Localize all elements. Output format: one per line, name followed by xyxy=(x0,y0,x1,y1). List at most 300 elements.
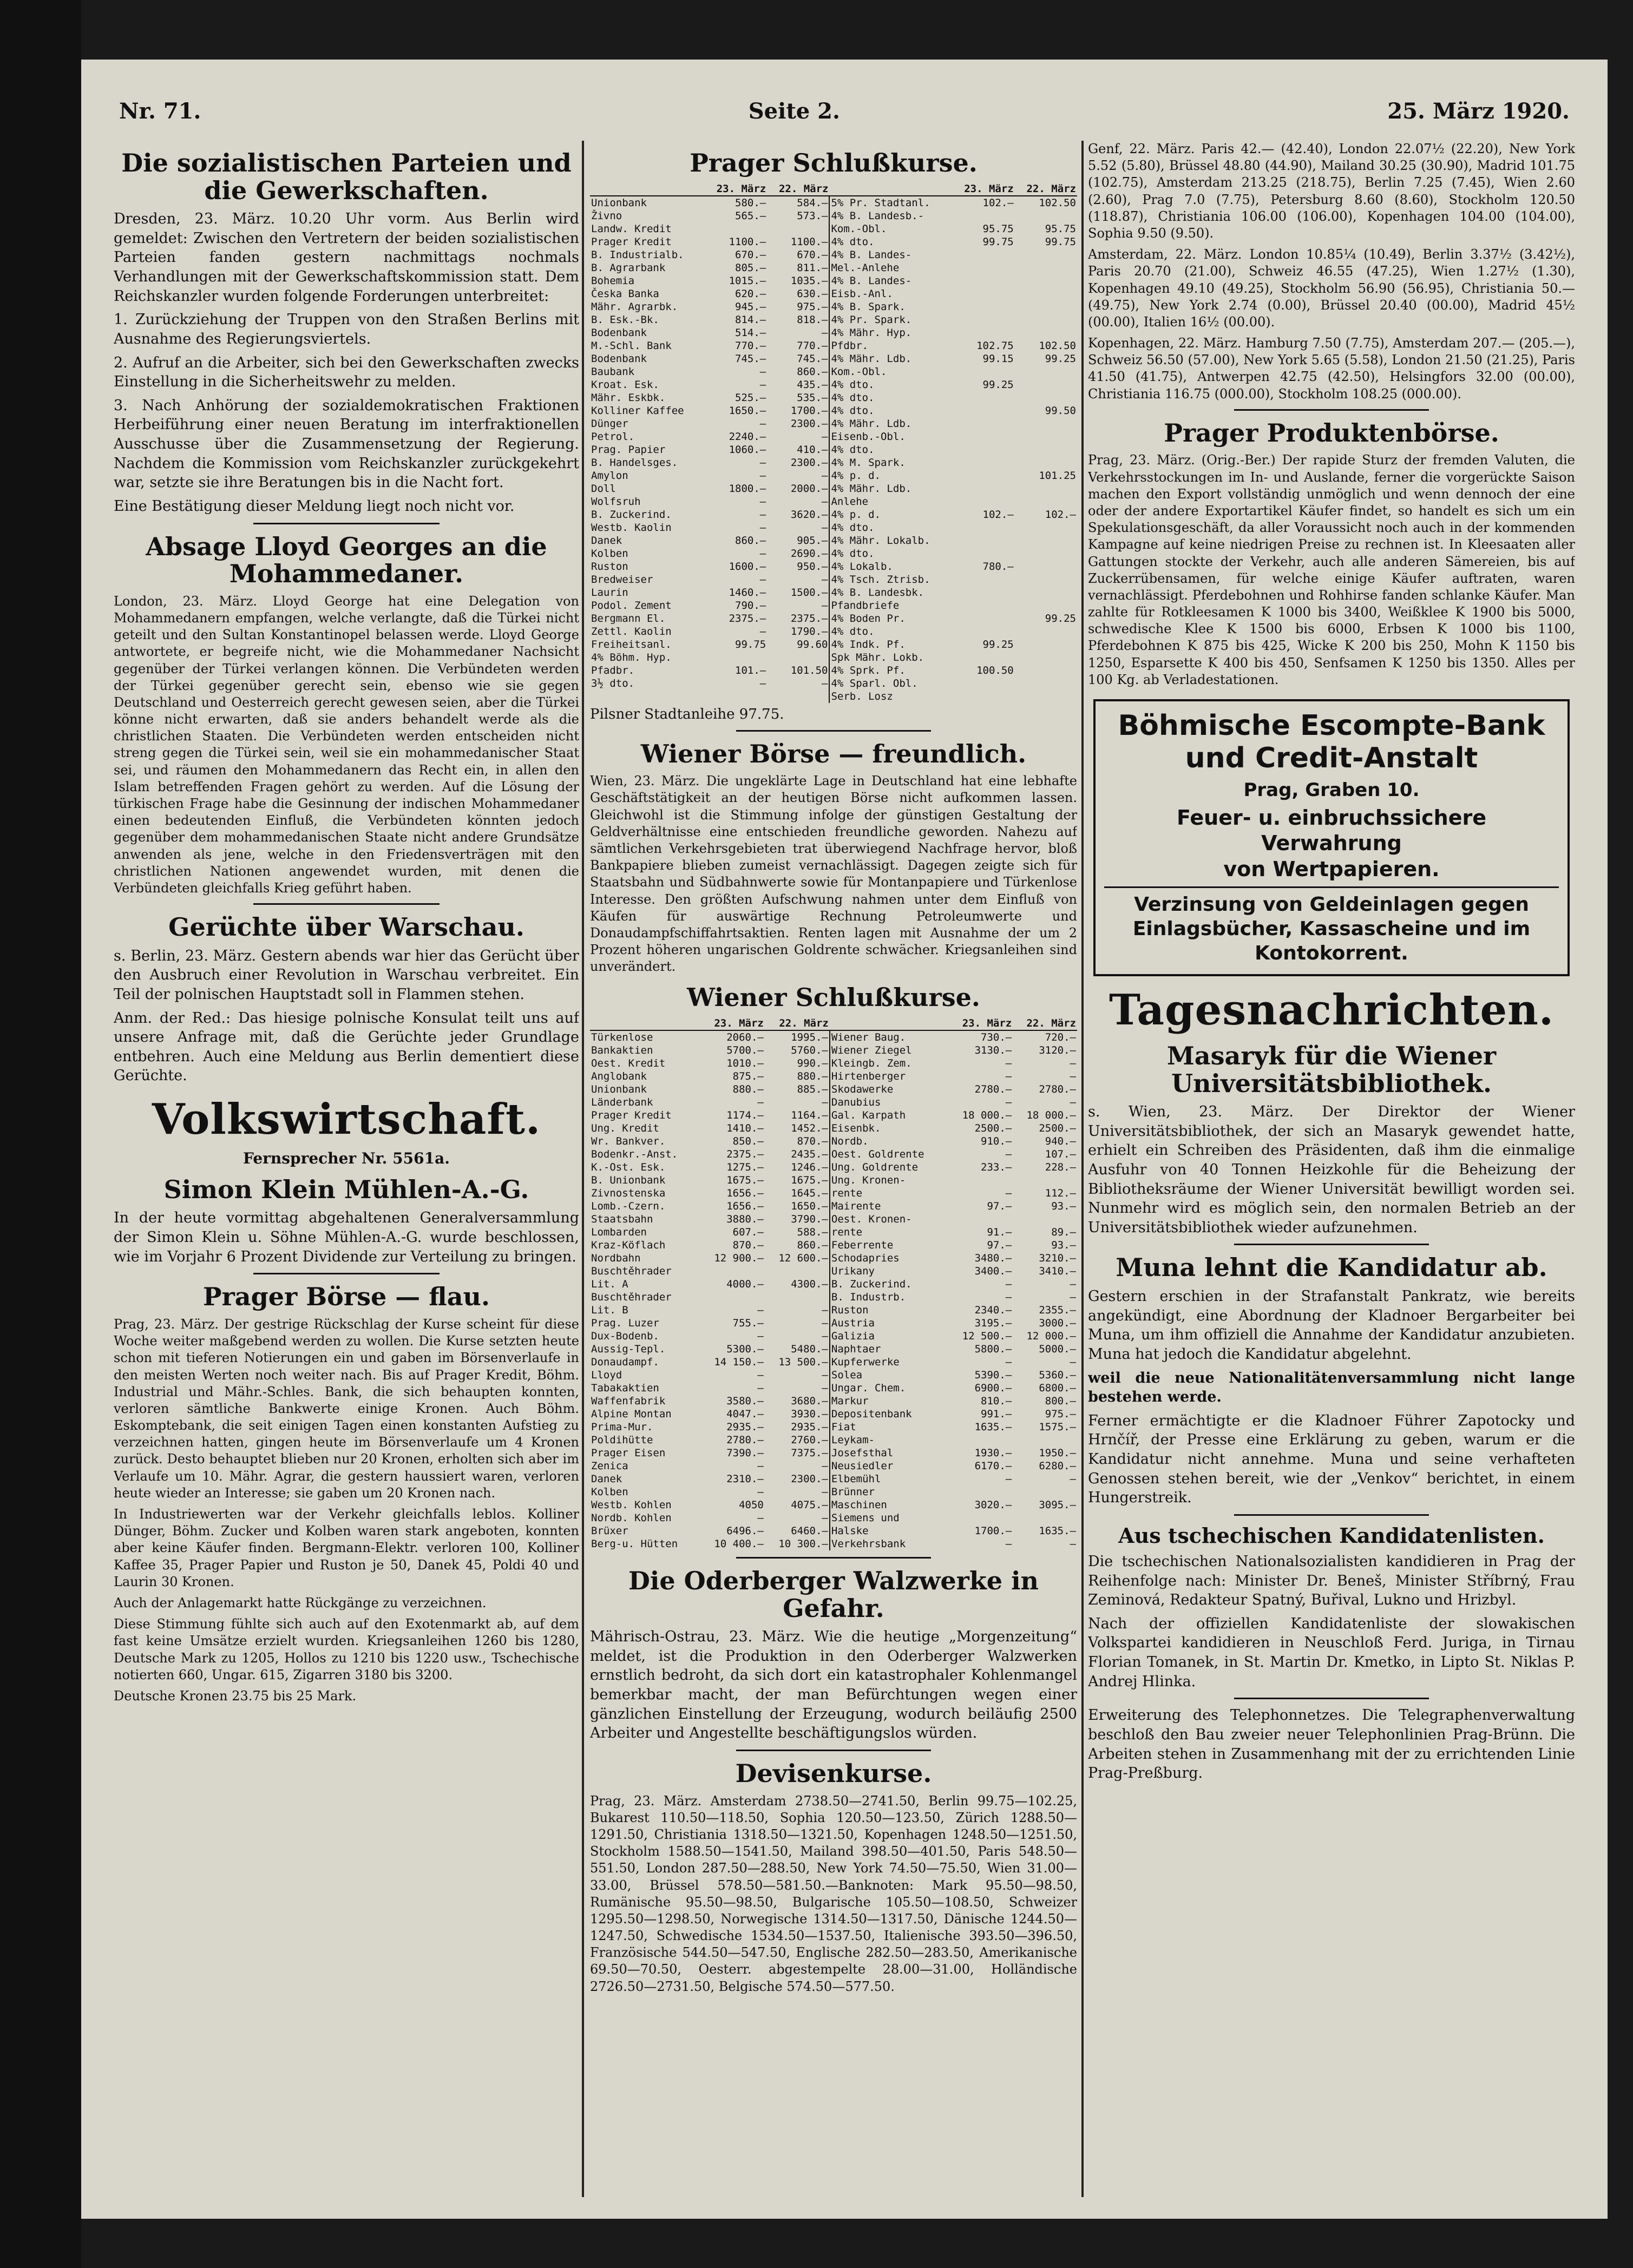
table-cell: 1950.— xyxy=(1039,1447,1076,1460)
table-cell: B. Handelsges. xyxy=(591,456,678,469)
table-cell: Oest. Kredit xyxy=(591,1057,666,1070)
table-row xyxy=(590,274,1077,287)
table-cell: 1100.— xyxy=(790,235,828,248)
table-cell: 1930.— xyxy=(974,1447,1012,1460)
table-cell: — xyxy=(759,495,766,508)
table-cell xyxy=(705,222,767,235)
table-cell: 3210.— xyxy=(1039,1252,1076,1265)
article-paragraph: Genf, 22. März. Paris 42.— (42.40), London 22.07½ (22.20), New York 5.52 (5.80), Brüssel 48.80 (44.90), Mailand 30.25 (30.90), Madrid 101.75 (102.75), Amsterdam 213.25 (218.75), Berlin 7.25 (7.45), Wien 2.60 (2.60), Prag 7.0 (7.75), Petersburg 8.60 (8.60), Stockholm 120.50 (118.87), Christiania 106.00 (106.00), Kopenhagen 104.00 (104.00), Sophia 9.50 (9.50). xyxy=(1088,141,1575,241)
article-paragraph: Auch der Anlagemarkt hatte Rückgänge zu verzeichnen. xyxy=(114,1595,487,1610)
table-cell: Ung. Kredit xyxy=(591,1122,659,1135)
table-cell: Česka Banka xyxy=(591,287,659,300)
table-cell: Urikany xyxy=(830,1265,949,1278)
table-row xyxy=(590,1070,1077,1083)
table-cell: 2780.— xyxy=(974,1083,1012,1096)
table-cell: 2760.— xyxy=(791,1434,828,1447)
column-separator xyxy=(582,141,584,2197)
table-cell: 10 300.— xyxy=(778,1538,828,1550)
table-cell xyxy=(952,417,1014,430)
table-cell: — xyxy=(822,1460,828,1472)
table-cell xyxy=(952,261,1014,274)
table-row xyxy=(590,638,1077,651)
table-cell: Dux-Bodenb. xyxy=(591,1330,659,1343)
article-title: Simon Klein Mühlen-A.-G. xyxy=(163,1174,529,1204)
table-cell: 885.— xyxy=(797,1083,828,1096)
table-cell: — xyxy=(1005,1187,1012,1200)
table-cell: — xyxy=(759,365,766,378)
table-cell: 4% B. Landesb.- xyxy=(829,209,952,222)
table-row xyxy=(590,1421,1077,1434)
table-cell: 770.— xyxy=(735,339,766,352)
table-cell: B. Esk.-Bk. xyxy=(591,313,659,326)
table-cell: 880.— xyxy=(732,1083,764,1096)
table-cell: Westb. Kohlen xyxy=(591,1499,672,1511)
table-row xyxy=(590,339,1077,352)
table-cell: 4% dto. xyxy=(829,404,952,417)
table-cell: Waffenfabrik xyxy=(591,1395,666,1408)
table-row xyxy=(590,365,1077,378)
table-cell: Kolben xyxy=(591,547,628,560)
table-cell: 755.— xyxy=(732,1317,764,1330)
table-cell: 814.— xyxy=(735,313,766,326)
table-cell xyxy=(952,300,1014,313)
table-row xyxy=(590,1044,1077,1057)
divider xyxy=(253,523,440,524)
table-cell: Lit. A xyxy=(591,1278,628,1291)
table-cell xyxy=(1015,287,1077,300)
article-title: Prager Produktenbörse. xyxy=(1164,418,1499,448)
table-cell: M.-Schl. Bank xyxy=(591,339,672,352)
table-row xyxy=(590,1122,1077,1135)
table-cell: 3020.— xyxy=(974,1499,1012,1511)
table-row xyxy=(590,1030,1077,1044)
ad-address: Prag, Graben 10. xyxy=(1243,779,1420,801)
table-row xyxy=(590,1460,1077,1472)
table-cell xyxy=(952,482,1014,495)
table-cell: 112.— xyxy=(1045,1187,1076,1200)
table-cell xyxy=(1015,690,1077,703)
table-cell: 870.— xyxy=(797,1135,828,1148)
table-header-cell: 22. März xyxy=(767,182,829,196)
table-cell xyxy=(952,326,1014,339)
table-row xyxy=(590,1148,1077,1161)
vienna-quotes-table xyxy=(590,1017,1077,1550)
table-cell: Mel.-Anlehe xyxy=(829,261,952,274)
table-row xyxy=(590,1382,1077,1395)
table-cell: 3580.— xyxy=(726,1395,764,1408)
table-cell: Austria xyxy=(830,1317,949,1330)
table-cell: 975.— xyxy=(1045,1408,1076,1421)
table-row xyxy=(590,1369,1077,1382)
table-title: Wiener Schlußkurse. xyxy=(687,983,980,1013)
table-row xyxy=(590,573,1077,586)
table-header-cell: 22. März xyxy=(1015,182,1077,196)
table-cell: Kolben xyxy=(591,1486,628,1498)
table-cell xyxy=(1015,599,1077,612)
table-cell: Bergmann El. xyxy=(591,612,666,624)
table-row xyxy=(590,430,1077,443)
table-cell: Eisb.-Anl. xyxy=(829,287,952,300)
table-row xyxy=(590,248,1077,261)
table-row xyxy=(590,664,1077,677)
table-cell: Kom.-Obl. xyxy=(829,222,952,235)
table-cell: Laurin xyxy=(591,586,628,599)
table-cell xyxy=(1015,534,1077,547)
table-cell xyxy=(1015,430,1077,443)
table-row xyxy=(590,1498,1077,1511)
table-row xyxy=(590,378,1077,391)
article-title: Wiener Börse — freundlich. xyxy=(640,739,1027,768)
table-cell: 860.— xyxy=(797,365,828,378)
table-row xyxy=(590,1252,1077,1265)
table-cell: 5480.— xyxy=(791,1343,828,1356)
table-row xyxy=(590,547,1077,560)
table-cell: — xyxy=(1005,1096,1012,1109)
table-cell xyxy=(1013,1511,1077,1524)
table-cell: 1035.— xyxy=(790,274,828,287)
table-cell: — xyxy=(822,1096,828,1109)
table-row xyxy=(590,1109,1077,1122)
ad-interest: Verzinsung von Geldeinlagen gegen Einlagsbücher, Kassascheine und im Kontokorrent. xyxy=(1104,886,1559,965)
table-cell: 102.— xyxy=(982,196,1014,209)
table-header-cell: 23. März xyxy=(952,182,1014,196)
table-cell xyxy=(952,586,1014,599)
table-cell: — xyxy=(1070,1278,1076,1291)
table-cell: 1700.— xyxy=(974,1525,1012,1537)
table-row xyxy=(590,1447,1077,1460)
table-cell: B. Industrb. xyxy=(830,1291,949,1304)
table-cell: 95.75 xyxy=(1045,222,1076,235)
table-row xyxy=(590,1408,1077,1421)
table-row xyxy=(590,469,1077,482)
table-cell: 2300.— xyxy=(790,417,828,430)
table-cell: 1164.— xyxy=(791,1109,828,1122)
table-cell: 10 400.— xyxy=(714,1538,764,1550)
table-cell xyxy=(952,534,1014,547)
table-cell: 4% dto. xyxy=(829,391,952,404)
table-row xyxy=(590,1278,1077,1291)
prague-quotes-table xyxy=(590,182,1077,703)
table-cell: Bredweiser xyxy=(591,573,653,586)
table-cell: — xyxy=(1005,1291,1012,1304)
table-cell: 1700.— xyxy=(790,404,828,417)
table-cell: Halske xyxy=(830,1524,949,1537)
table-cell xyxy=(952,274,1014,287)
table-row xyxy=(590,209,1077,222)
table-cell xyxy=(1015,443,1077,456)
table-cell: 3680.— xyxy=(791,1395,828,1408)
table-cell xyxy=(952,430,1014,443)
table-cell: — xyxy=(1070,1538,1076,1550)
table-cell: 1656.— xyxy=(726,1200,764,1213)
table-cell: 2375.— xyxy=(729,612,766,624)
table-cell: 2000.— xyxy=(790,482,828,495)
table-row xyxy=(590,1537,1077,1550)
table-cell: — xyxy=(822,1486,828,1498)
table-cell: Ung. Goldrente xyxy=(830,1161,949,1174)
table-cell: 565.— xyxy=(735,209,766,222)
table-cell: Feberrente xyxy=(830,1239,949,1252)
table-cell: Wolfsruh xyxy=(591,495,641,508)
bank-advertisement xyxy=(1093,699,1570,976)
table-header-cell xyxy=(829,182,952,196)
table-cell: — xyxy=(822,677,828,689)
table-cell: 745.— xyxy=(797,352,828,365)
table-cell: — xyxy=(1005,1356,1012,1369)
table-cell: 107.— xyxy=(1045,1148,1076,1161)
article-paragraph: Diese Stimmung fühlte sich auch auf den Exotenmarkt ab, auf dem fast keine Umsätze erzielt wurden. Kriegsanleihen 1260 bis 1280, Deutsche Mark zu 1205, Hollos zu 1210 bis 1220 usw., Tschechische notierten 660, Ungar. 615, Zigarren 3180 bis 3200. xyxy=(114,1616,579,1682)
table-cell: Kraz-Köflach xyxy=(591,1239,666,1252)
article-paragraph: Deutsche Kronen 23.75 bis 25 Mark. xyxy=(114,1688,357,1704)
table-cell: 730.— xyxy=(981,1031,1012,1044)
table-cell xyxy=(1015,560,1077,573)
table-row xyxy=(590,1200,1077,1213)
table-cell: 620.— xyxy=(735,287,766,300)
table-cell: 573.— xyxy=(797,209,828,222)
table-cell xyxy=(952,469,1014,482)
table-cell: Zettl. Kaolin xyxy=(591,625,672,637)
table-row xyxy=(590,352,1077,365)
article-title: Masaryk für die Wiener Universitätsbibliothek. xyxy=(1166,1041,1497,1098)
table-cell: 3930.— xyxy=(791,1408,828,1421)
table-cell: — xyxy=(759,625,766,637)
article-paragraph: In der heute vormittag abgehaltenen Generalversammlung der Simon Klein u. Söhne Mühlen-A.-G. wurde beschlossen, wie im Vorjahr 6 Prozent Dividende zur Verteilung zu bringen. xyxy=(114,1209,579,1265)
page-header xyxy=(119,95,1570,127)
table-cell: 670.— xyxy=(735,248,766,261)
table-cell xyxy=(1015,586,1077,599)
issue-number: Nr. 71. xyxy=(119,98,201,124)
table-cell: Unionbank xyxy=(591,196,647,209)
table-cell: 2690.— xyxy=(790,547,828,560)
table-cell: 12 000.— xyxy=(1026,1330,1076,1343)
table-cell: 3120.— xyxy=(1039,1044,1076,1057)
table-cell xyxy=(952,495,1014,508)
table-cell: — xyxy=(822,495,828,508)
table-row xyxy=(590,690,1077,703)
table-cell xyxy=(952,573,1014,586)
table-cell: Buschtěhrader xyxy=(591,1291,672,1304)
article-title: Die sozialistischen Parteien und die Gewerkschaften. xyxy=(121,148,572,205)
table-cell xyxy=(948,1434,1013,1447)
table-cell: Petrol. xyxy=(591,430,635,443)
table-cell: Zivnostenska xyxy=(591,1187,666,1200)
table-cell xyxy=(765,1291,830,1304)
table-cell: 99.50 xyxy=(1045,404,1076,417)
table-cell: 880.— xyxy=(797,1070,828,1083)
table-header-cell: 23. März xyxy=(700,1017,765,1030)
table-row xyxy=(590,1057,1077,1070)
table-cell: 4% B. Landes- xyxy=(829,248,952,261)
table-cell: — xyxy=(759,521,766,534)
table-row xyxy=(590,300,1077,313)
table-cell: Elbemühl xyxy=(830,1472,949,1485)
table-cell: 2375.— xyxy=(790,612,828,624)
table-cell xyxy=(952,287,1014,300)
ad-service-2: von Wertpapieren. xyxy=(1223,857,1440,881)
table-cell: 1600.— xyxy=(729,560,766,573)
table-cell: 2300.— xyxy=(790,456,828,469)
article-paragraph: In Industriewerten war der Verkehr gleichfalls leblos. Kolliner Dünger, Böhm. Zucker und Kolben waren stark angeboten, konnten aber keine Käufer finden. Bergmann-Elektr. verloren 100, Kolliner Kaffee 35, Prager Papier und Ruston je 50, Danek 45, Poldi 40 und Laurin 30 Kronen. xyxy=(114,1507,579,1589)
table-cell: 584.— xyxy=(797,196,828,209)
article-paragraph: Mährisch-Ostrau, 23. März. Wie die heutige „Morgenzeitung“ meldet, ist die Produktion in den Oderberger Walzwerken ernstlich bedroht, da sich dort ein katastrophaler Kohlenmangel bemerkbar macht, der man Befürchtungen wegen einer gänzlichen Einstellung der Erzeugung, wodurch beiläufig 2500 Arbeiter und Angestellte beschäftigungslos würden. xyxy=(590,1628,1077,1742)
column-2 xyxy=(590,141,1077,2197)
divider xyxy=(736,730,931,732)
ad-service: Feuer- u. einbruchssichere Verwahrung xyxy=(1176,805,1487,856)
divider xyxy=(253,903,440,905)
table-cell xyxy=(952,313,1014,326)
article-paragraph: Kopenhagen, 22. März. Hamburg 7.50 (7.75), Amsterdam 207.— (205.—), Schweiz 56.50 (57.00), New York 5.65 (5.58), London 21.50 (21.25), Paris 41.50 (41.75), Antwerpen 42.75 (42.50), Helsingfors 32.00 (00.00), Christiania 116.75 (000.00), Stockholm 108.25 (000.00). xyxy=(1088,336,1575,402)
table-cell: — xyxy=(1005,1278,1012,1291)
table-cell: Lomb.-Czern. xyxy=(591,1200,666,1213)
table-row xyxy=(590,1226,1077,1239)
divider xyxy=(253,1273,440,1274)
table-row xyxy=(590,287,1077,300)
table-cell xyxy=(1015,625,1077,638)
table-cell: Dünger xyxy=(591,417,628,430)
table-cell: 18 000.— xyxy=(1026,1109,1076,1122)
table-cell: 810.— xyxy=(981,1395,1012,1408)
divider xyxy=(1234,1698,1429,1699)
table-cell: 850.— xyxy=(732,1135,764,1148)
table-cell: B. Industrialb. xyxy=(591,248,684,261)
article-title: Prager Börse — flau. xyxy=(202,1282,490,1312)
table-cell: Lombarden xyxy=(591,1226,647,1239)
table-cell: 630.— xyxy=(797,287,828,300)
table-cell: Leykam- xyxy=(830,1434,949,1447)
table-cell: 780.— xyxy=(982,560,1014,573)
table-cell: 2500.— xyxy=(1039,1122,1076,1135)
article-paragraph: s. Wien, 23. März. Der Direktor der Wiener Universitätsbibliothek, der sich an Masaryk gewendet hatte, erhielt ein Schreiben des Präsidenten, daß ihm die einmalige Ausfuhr von 40 Tonnen Heizkohle für die Beheizung der Bibliotheksräume der Wiener Universität bewilligt worden sei. Nunmehr wird es möglich sein, den normalen Betrieb an der Universitätsbibliothek wieder aufzunehmen. xyxy=(1088,1103,1575,1236)
table-row xyxy=(590,560,1077,573)
table-cell: 410.— xyxy=(797,443,828,456)
issue-date: 25. März 1920. xyxy=(1387,98,1570,124)
table-cell xyxy=(1015,274,1077,287)
table-cell: 975.— xyxy=(797,300,828,313)
table-cell: Mähr. Eskbk. xyxy=(591,391,666,404)
table-cell xyxy=(952,690,1014,703)
table-cell: — xyxy=(1005,1070,1012,1083)
table-cell: — xyxy=(1070,1057,1076,1070)
table-row xyxy=(590,521,1077,534)
section-subtitle: Fernsprecher Nr. 5561a. xyxy=(243,1149,450,1167)
table-cell: 91.— xyxy=(987,1226,1012,1239)
table-cell: Doll xyxy=(591,482,616,495)
table-cell: Türkenlose xyxy=(591,1031,653,1044)
table-title: Prager Schlußkurse. xyxy=(690,148,978,178)
divider xyxy=(1234,1244,1429,1245)
table-row xyxy=(590,482,1077,495)
table-cell: Hirtenberger xyxy=(830,1070,949,1083)
table-cell: Eisenb.-Obl. xyxy=(829,430,952,443)
table-cell: — xyxy=(1005,1057,1012,1070)
table-cell: Spk Mähr. Lokb. xyxy=(829,651,952,664)
table-cell: 7390.— xyxy=(726,1447,764,1460)
table-cell: Danubius xyxy=(830,1096,949,1109)
table-cell xyxy=(1015,638,1077,651)
table-cell: Bodenkr.-Anst. xyxy=(591,1148,678,1161)
table-cell: Lloyd xyxy=(591,1369,622,1382)
table-cell: 4% Mähr. Ldb. xyxy=(829,417,952,430)
table-cell: 3620.— xyxy=(790,508,828,521)
table-cell xyxy=(1015,417,1077,430)
table-cell: 4% Mähr. Hyp. xyxy=(829,326,952,339)
table-cell: — xyxy=(759,677,766,689)
table-cell: Prag. Papier xyxy=(591,443,666,456)
table-cell: Anlehe xyxy=(829,495,952,508)
article-paragraph: Ferner ermächtigte er die Kladnoer Führer Zapotocky und Hrnčíř, der Presse eine Erklärung zu geben, warum er die Kandidatur nicht annehme. Muna und seine verhafteten Genossen stehen bereit, wie der „Venkov“ berichtet, in einem Hungerstreik. xyxy=(1088,1412,1575,1507)
table-row xyxy=(590,1161,1077,1174)
table-cell: rente xyxy=(830,1187,949,1200)
table-cell xyxy=(700,1291,765,1304)
table-cell: 99.75 xyxy=(982,235,1014,248)
divider xyxy=(736,1557,931,1559)
table-cell: 514.— xyxy=(735,326,766,339)
table-cell: — xyxy=(757,1486,764,1498)
table-cell: 97.— xyxy=(987,1200,1012,1213)
table-cell xyxy=(767,222,829,235)
table-cell: 4% Mähr. Ldb. xyxy=(829,352,952,365)
article-paragraph: Prag, 23. März. Der gestrige Rückschlag der Kurse scheint für diese Woche weiter maßgebend werden zu wollen. Die Kurse setzten heute schon mit tieferen Notierungen ein und gaben im Börsenverlaufe in den meisten Werten noch weiter nach. Bis auf Prager Kredit, Böhm. Industrial und Mähr.-Schles. Bank, die sich behaupten konnten, verloren sämtliche Bankwerte einige Kronen. Auch Böhm. Eskomptebank, die seit einigen Tagen einen konstanten Aufstieg zu verzeichnen hatten, gingen heute im Börsenverlaufe um 4 Kronen zurück. Desto behauptet blieben nur 20 Kronen, erholten sich aber im Verlaufe um 10. Mähr. Agrar, die gestern haussiert waren, verloren heute wieder an Interesse; sie gaben um 20 Kronen nach. xyxy=(114,1316,579,1501)
table-cell: Serb. Losz xyxy=(829,690,952,703)
table-cell: 93.— xyxy=(1051,1200,1076,1213)
table-cell: 99.75 xyxy=(1045,235,1076,248)
table-cell: B. Zuckerind. xyxy=(591,508,672,521)
table-row xyxy=(590,1265,1077,1278)
table-cell xyxy=(590,690,705,703)
article-paragraph: Eine Bestätigung dieser Meldung liegt noch nicht vor. xyxy=(114,497,515,515)
divider xyxy=(1234,1514,1429,1516)
table-cell: 4% p. d. xyxy=(829,469,952,482)
table-cell: 525.— xyxy=(735,391,766,404)
table-cell xyxy=(1013,1213,1077,1226)
table-cell xyxy=(952,521,1014,534)
table-cell: 4% Sparl. Obl. xyxy=(829,677,952,690)
table-cell xyxy=(1015,300,1077,313)
table-row xyxy=(590,1434,1077,1447)
table-row xyxy=(590,1511,1077,1524)
article-paragraph: weil die neue Nationalitätenversammlung nicht lange bestehen werde. xyxy=(1088,1369,1575,1406)
table-row xyxy=(590,1083,1077,1096)
table-row xyxy=(590,1524,1077,1537)
table-cell: 6280.— xyxy=(1039,1460,1076,1472)
table-cell: — xyxy=(757,1460,764,1472)
table-cell xyxy=(1015,365,1077,378)
table-cell: B. Agrarbank xyxy=(591,261,666,274)
table-cell: — xyxy=(822,1382,828,1395)
table-cell: 870.— xyxy=(732,1239,764,1252)
table-cell: Buschtěhrader xyxy=(591,1265,672,1278)
table-cell: 950.— xyxy=(797,560,828,573)
table-cell xyxy=(1015,547,1077,560)
table-cell: Anglobank xyxy=(591,1070,647,1083)
table-cell xyxy=(1015,261,1077,274)
table-cell: — xyxy=(1070,1356,1076,1369)
table-cell xyxy=(952,612,1014,625)
table-cell: Mairente xyxy=(830,1200,949,1213)
divider xyxy=(736,1750,931,1751)
table-cell: — xyxy=(757,1330,764,1343)
table-cell: B. Zuckerind. xyxy=(830,1278,949,1291)
table-cell: Podol. Zement xyxy=(591,599,672,612)
table-cell: 4% B. Spark. xyxy=(829,300,952,313)
table-cell: 905.— xyxy=(797,534,828,547)
table-cell: — xyxy=(757,1369,764,1382)
table-cell: 5000.— xyxy=(1039,1343,1076,1356)
table-cell xyxy=(948,1485,1013,1498)
table-cell: — xyxy=(759,469,766,482)
table-cell: 2780.— xyxy=(726,1434,764,1447)
table-cell: 990.— xyxy=(797,1057,828,1070)
